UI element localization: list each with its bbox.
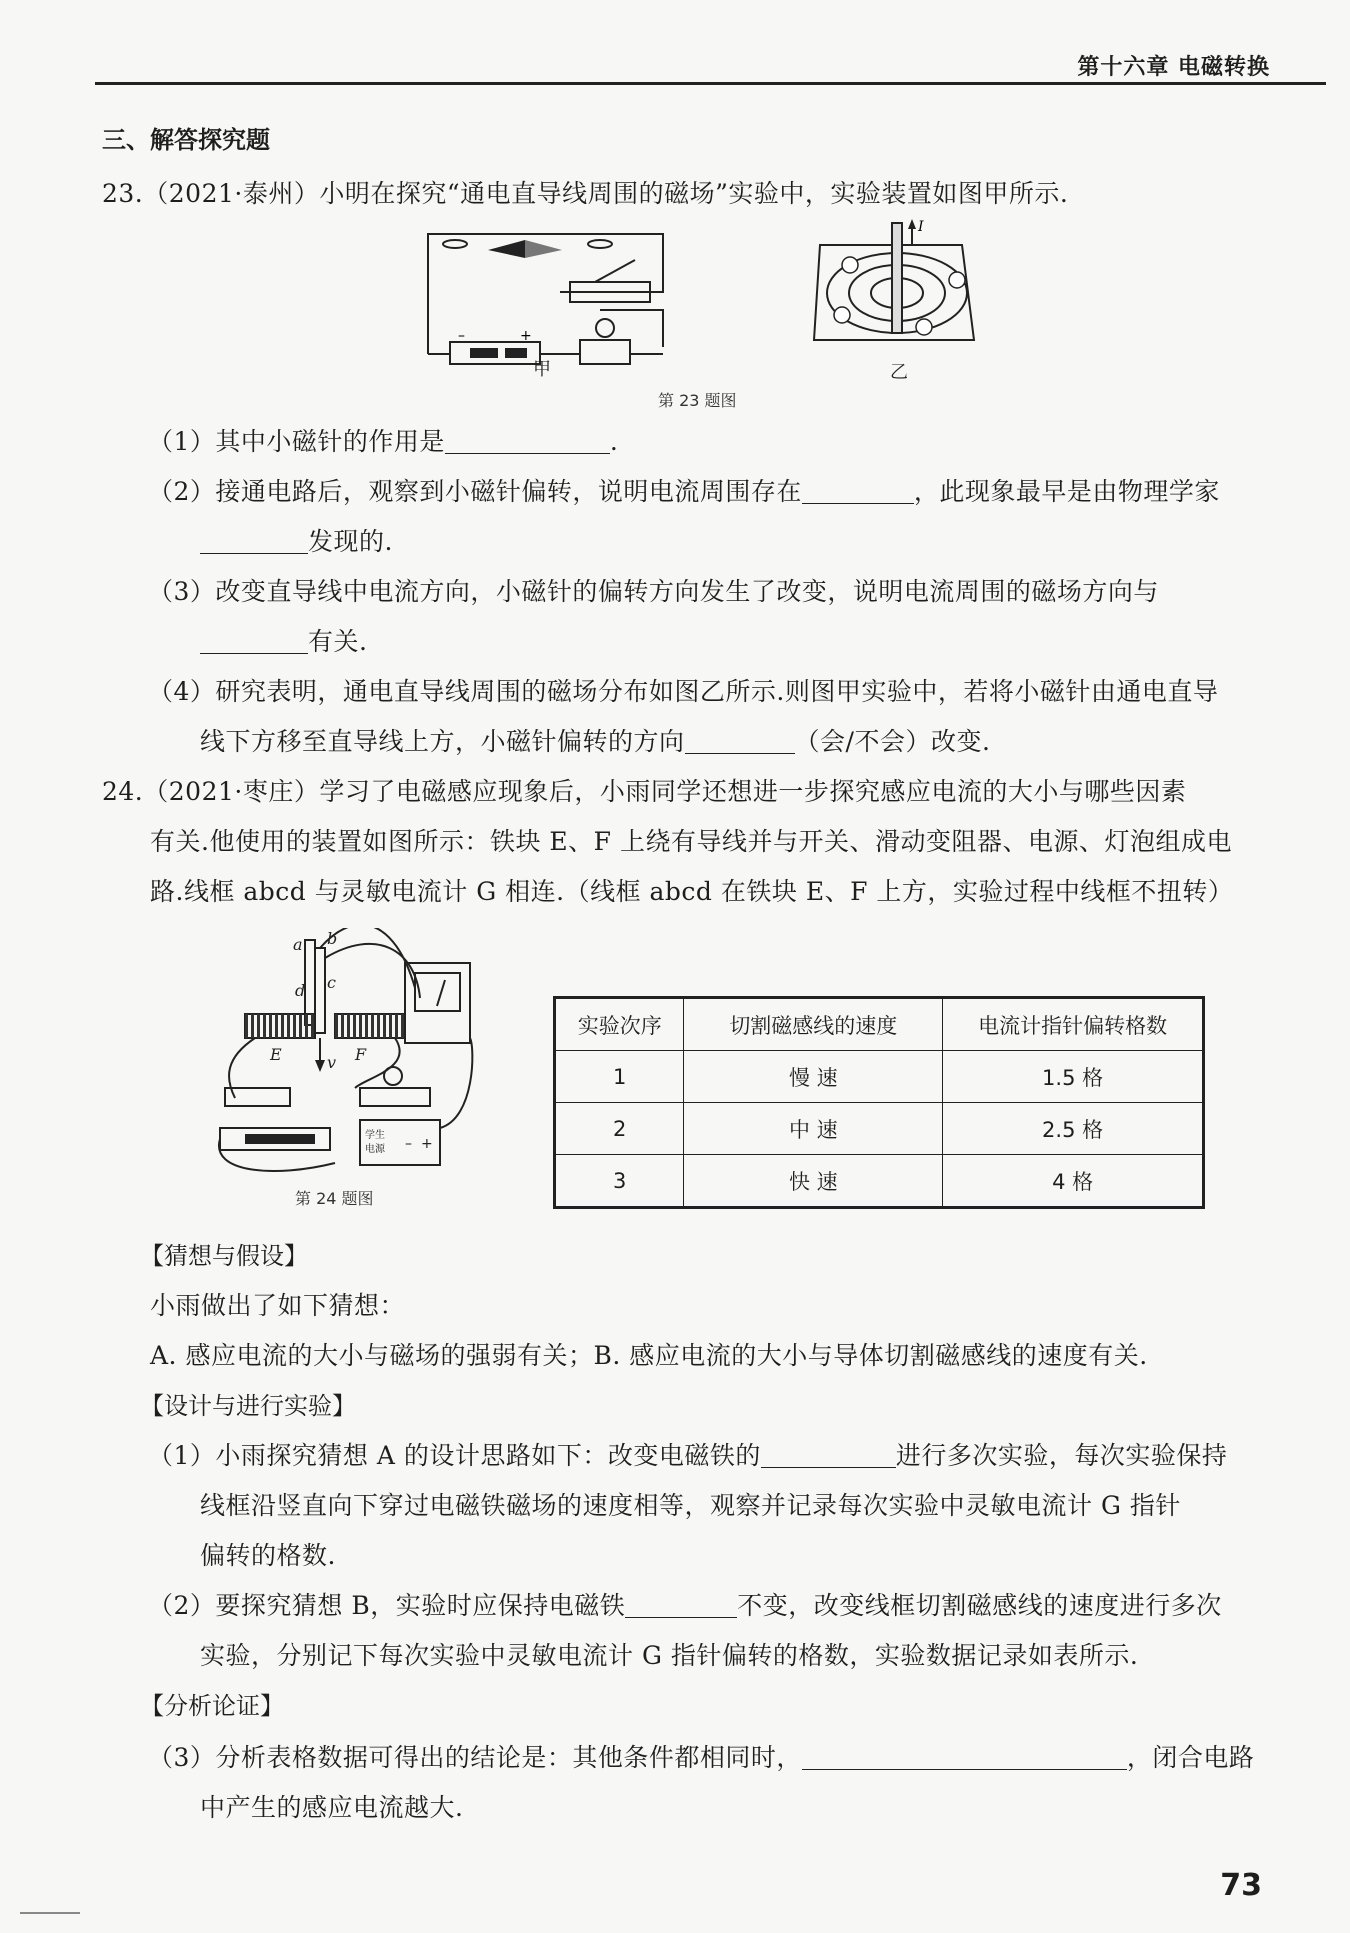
table-cell: 1: [555, 1051, 684, 1103]
q23-fig-label-b: 乙: [890, 362, 909, 383]
q23-p2-blank-1[interactable]: [802, 478, 914, 504]
d1-text-4: 偏转的格数.: [200, 1541, 336, 1570]
a3-text-3: 中产生的感应电流越大.: [200, 1793, 464, 1822]
q23-fig-label-a: 甲: [533, 359, 552, 380]
table-header-cell: 电流计指针偏转格数: [943, 998, 1204, 1051]
chapter-header: 第十六章 电磁转换: [1077, 55, 1270, 80]
q23-p2-end: 发现的.: [308, 527, 393, 556]
table-header-row: [555, 998, 1204, 1051]
d1-text: （1）小雨探究猜想 A 的设计思路如下：改变电磁铁的: [148, 1441, 761, 1470]
section-title: 三、解答探究题: [102, 126, 270, 154]
q24-supply-label-2: 电源: [365, 1144, 385, 1155]
q23-p4-end: （会/不会）改变.: [794, 727, 991, 756]
q24-stem-1: 24.（2021·枣庄）学习了电磁感应现象后，小雨同学还想进一步探究感应电流的大小与哪些因素: [102, 777, 1187, 806]
heading-guess: 【猜想与假设】: [140, 1242, 308, 1270]
table-cell: 中 速: [684, 1103, 943, 1155]
header-divider: [95, 82, 1326, 85]
table-cell: 4 格: [943, 1155, 1204, 1208]
footer-mark: [20, 1912, 80, 1914]
table-cell: 快 速: [684, 1155, 943, 1208]
table-row: [555, 1103, 1204, 1155]
q23-p1-text: （1）其中小磁针的作用是: [148, 427, 445, 456]
q23-p4-blank[interactable]: [685, 728, 795, 754]
d2-blank[interactable]: [625, 1592, 737, 1618]
svg-text:I: I: [918, 219, 924, 235]
page-number: 73: [1220, 1868, 1262, 1903]
q23-p3-end: 有关.: [308, 627, 368, 656]
q23-p2-blank-2[interactable]: [200, 528, 308, 554]
q23-p3-text: （3）改变直导线中电流方向，小磁针的偏转方向发生了改变，说明电流周围的磁场方向与: [148, 577, 1159, 606]
q24-fig-caption: 第 24 题图: [295, 1189, 374, 1208]
q24-stem-3: 路.线框 abcd 与灵敏电流计 G 相连.（线框 abcd 在铁块 E、F 上方，实验过程中线框不扭转）: [150, 877, 1234, 906]
table-cell: 慢 速: [684, 1051, 943, 1103]
q23-figure-circuit: [420, 222, 675, 377]
a3-text-2: ，闭合电路: [1126, 1743, 1255, 1772]
q24-data-table: [553, 996, 1205, 1209]
d1-blank[interactable]: [761, 1442, 896, 1468]
table-row: [555, 1155, 1204, 1208]
table-cell: 1.5 格: [943, 1051, 1204, 1103]
q24-supply-label-1: 学生: [365, 1130, 385, 1141]
q24-letter-a: a: [293, 935, 303, 954]
d1-text-3: 线框沿竖直向下穿过电磁铁磁场的速度相等，观察并记录每次实验中灵敏电流计 G 指针: [200, 1491, 1181, 1520]
q24-letter-c: c: [327, 973, 336, 992]
q24-stem-2: 有关.他使用的装置如图所示：铁块 E、F 上绕有导线并与开关、滑动变阻器、电源、灯泡组成电: [150, 827, 1232, 856]
d2-text-2: 不变，改变线框切割磁感线的速度进行多次: [737, 1591, 1222, 1620]
a3-text: （3）分析表格数据可得出的结论是：其他条件都相同时，: [148, 1743, 802, 1772]
a3-blank[interactable]: [802, 1744, 1127, 1770]
d2-text: （2）要探究猜想 B，实验时应保持电磁铁: [148, 1591, 626, 1620]
q24-letter-f: F: [355, 1045, 367, 1064]
q23-p4-text: （4）研究表明，通电直导线周围的磁场分布如图乙所示.则图甲实验中，若将小磁针由通电直导: [148, 677, 1219, 706]
q23-figure-field: [812, 215, 982, 350]
q24-supply-plus: +: [421, 1136, 433, 1152]
table-cell: 3: [555, 1155, 684, 1208]
table-cell: 2.5 格: [943, 1103, 1204, 1155]
heading-analysis: 【分析论证】: [140, 1692, 284, 1720]
q24-letter-d: d: [295, 981, 306, 1000]
q24-letter-b: b: [327, 929, 338, 948]
q24-figure: [215, 928, 485, 1178]
q23-p1-blank[interactable]: [445, 428, 610, 454]
d1-text-2: 进行多次实验，每次实验保持: [895, 1441, 1228, 1470]
q24-letter-e: E: [270, 1045, 282, 1064]
q23-p2-text: （2）接通电路后，观察到小磁针偏转，说明电流周围存在: [148, 477, 802, 506]
d2-text-3: 实验，分别记下每次实验中灵敏电流计 G 指针偏转的格数，实验数据记录如表所示.: [200, 1641, 1139, 1670]
table-cell: 2: [555, 1103, 684, 1155]
q24-supply-minus: –: [405, 1136, 412, 1152]
q23-p3-blank[interactable]: [200, 628, 308, 654]
table-row: [555, 1051, 1204, 1103]
table-header-cell: 实验次序: [555, 998, 684, 1051]
guess-ab: A. 感应电流的大小与磁场的强弱有关；B. 感应电流的大小与导体切割磁感线的速度有关.: [150, 1341, 1148, 1370]
q23-p2-text-2: ，此现象最早是由物理学家: [913, 477, 1220, 506]
svg-text:+: +: [520, 328, 532, 344]
guess-intro: 小雨做出了如下猜想：: [150, 1291, 406, 1320]
svg-text:–: –: [458, 328, 465, 344]
table-header-cell: 切割磁感线的速度: [684, 998, 943, 1051]
q24-letter-v: v: [327, 1053, 337, 1072]
q23-stem: 23.（2021·泰州）小明在探究“通电直导线周围的磁场”实验中，实验装置如图甲所示.: [102, 179, 1069, 208]
q23-fig-caption: 第 23 题图: [658, 391, 737, 410]
q23-p1-end: .: [609, 427, 619, 456]
heading-design: 【设计与进行实验】: [140, 1392, 356, 1420]
q23-p4-text-2: 线下方移至直导线上方，小磁针偏转的方向: [200, 727, 685, 756]
